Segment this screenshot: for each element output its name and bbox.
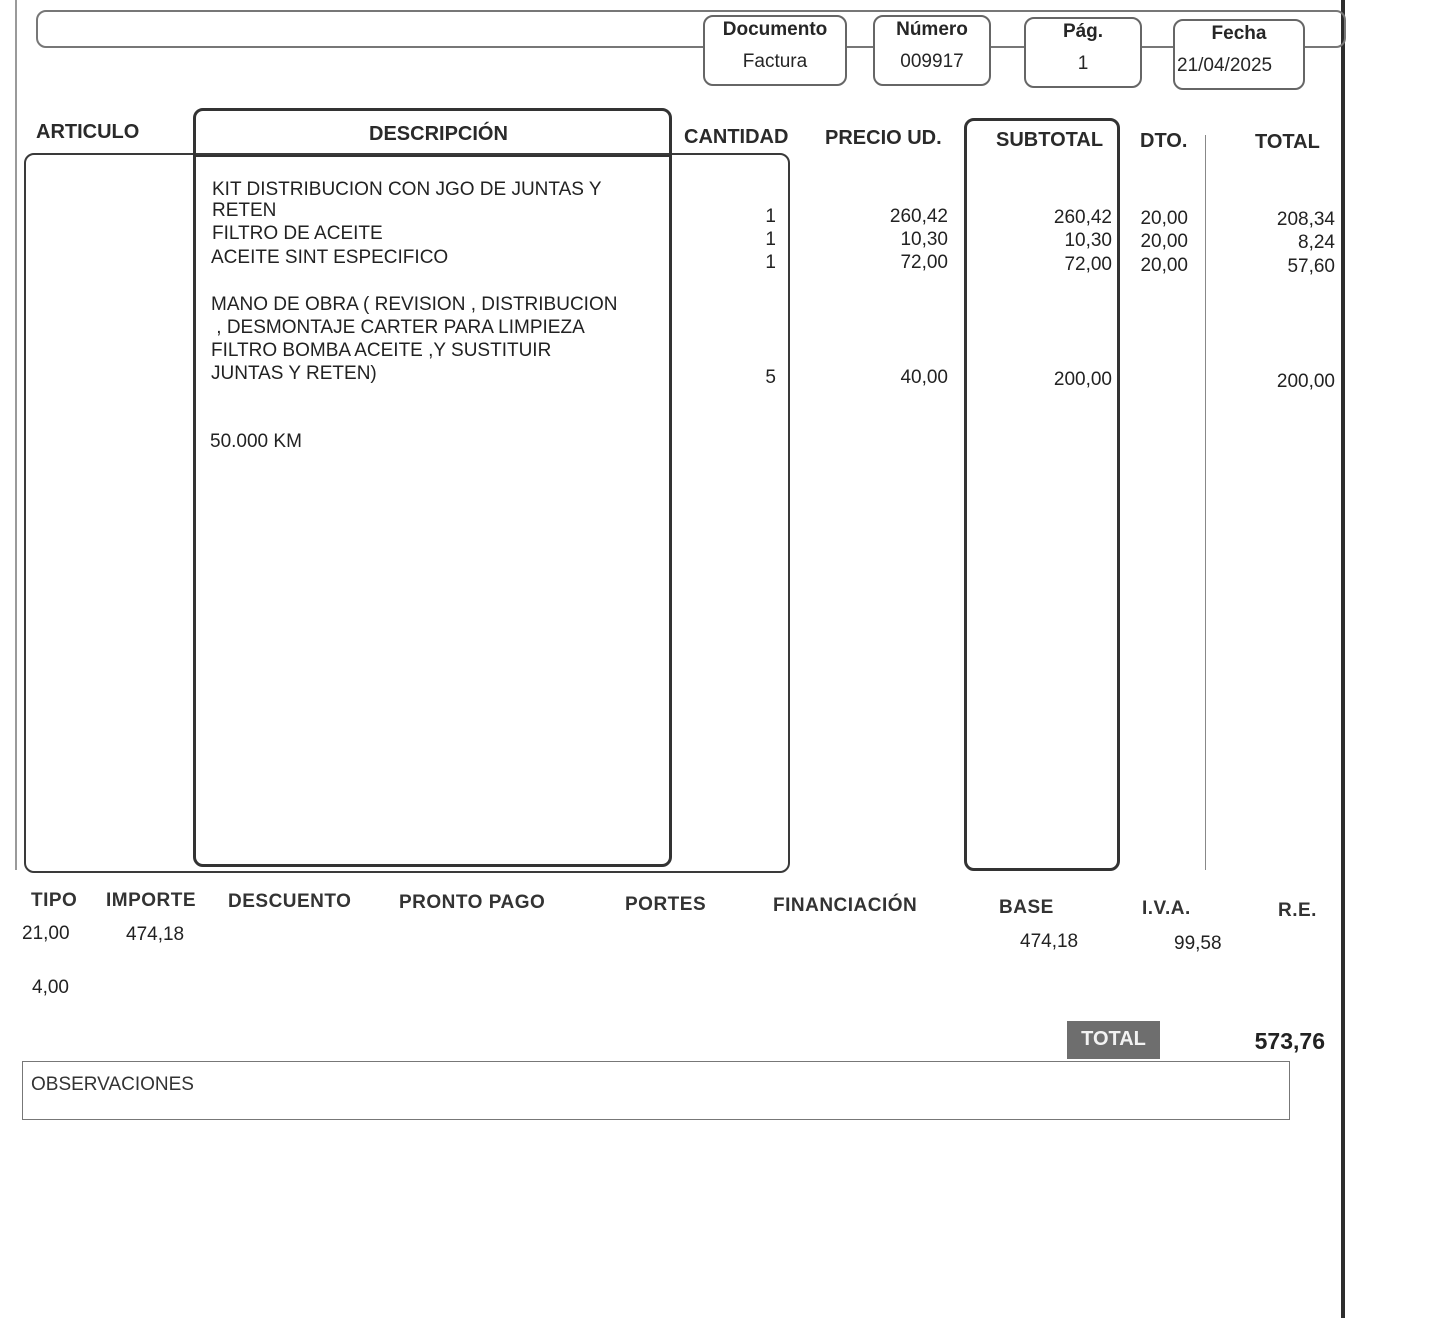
documento-box xyxy=(703,15,847,86)
col-cantidad: CANTIDAD xyxy=(684,126,789,148)
fecha-label: Fecha xyxy=(1211,23,1267,44)
foot-portes-label: PORTES xyxy=(625,894,707,915)
line-2-total: 8,24 xyxy=(1298,232,1335,253)
line-3-total: 57,60 xyxy=(1287,256,1335,277)
line-1-total: 208,34 xyxy=(1276,209,1335,230)
line-2-dto: 20,00 xyxy=(1140,231,1188,252)
foot-importe-label: IMPORTE xyxy=(106,890,197,911)
documento-value: Factura xyxy=(742,51,808,72)
pagina-box xyxy=(1024,17,1142,88)
foot-importe-1: 474,18 xyxy=(126,924,185,945)
line-1-subtotal: 260,42 xyxy=(1053,207,1112,228)
line-3-dto: 20,00 xyxy=(1140,255,1188,276)
line-4-desc-b: , DESMONTAJE CARTER PARA LIMPIEZA xyxy=(211,317,585,338)
line-3-precio: 72,00 xyxy=(900,252,948,273)
total-amount: 573,76 xyxy=(1254,1028,1325,1054)
line-3-cantidad: 1 xyxy=(765,252,776,273)
foot-financiacion-label: FINANCIACIÓN xyxy=(773,895,918,916)
line-5-desc: 50.000 KM xyxy=(210,431,302,452)
observaciones-box xyxy=(22,1061,1290,1120)
col-dto: DTO. xyxy=(1140,130,1188,152)
line-1-desc-a: KIT DISTRIBUCION CON JGO DE JUNTAS Y xyxy=(212,179,602,200)
col-subtotal: SUBTOTAL xyxy=(996,129,1104,151)
line-1-precio: 260,42 xyxy=(889,206,948,227)
col-articulo: ARTICULO xyxy=(36,121,140,143)
page-edge-left xyxy=(15,0,17,870)
foot-base-label: BASE xyxy=(999,897,1054,918)
fecha-value: 21/04/2025 xyxy=(1177,55,1273,76)
foot-pronto-pago-label: PRONTO PAGO xyxy=(399,892,546,913)
dto-total-divider xyxy=(1205,135,1206,870)
col-descripcion: DESCRIPCIÓN xyxy=(369,123,508,145)
line-4-desc-c: FILTRO BOMBA ACEITE ,Y SUSTITUIR xyxy=(211,340,552,361)
pagina-label: Pág. xyxy=(1062,21,1104,42)
numero-box xyxy=(873,15,991,86)
col-precio: PRECIO UD. xyxy=(825,127,942,149)
col-total: TOTAL xyxy=(1255,131,1320,153)
line-1-cantidad: 1 xyxy=(765,206,776,227)
line-4-desc-d: JUNTAS Y RETEN) xyxy=(211,363,377,384)
line-2-desc: FILTRO DE ACEITE xyxy=(212,223,383,244)
total-badge: TOTAL xyxy=(1067,1021,1160,1059)
page-edge-right xyxy=(1341,0,1345,1318)
line-4-cantidad: 5 xyxy=(765,367,776,388)
foot-iva-label: I.V.A. xyxy=(1142,898,1191,919)
line-2-precio: 10,30 xyxy=(900,229,948,250)
line-1-dto: 20,00 xyxy=(1140,208,1188,229)
line-3-desc: ACEITE SINT ESPECIFICO xyxy=(211,247,449,268)
line-4-precio: 40,00 xyxy=(900,367,948,388)
line-2-subtotal: 10,30 xyxy=(1064,230,1112,251)
line-4-total: 200,00 xyxy=(1276,371,1335,392)
line-4-desc-a: MANO DE OBRA ( REVISION , DISTRIBUCION xyxy=(211,294,618,315)
foot-re-label: R.E. xyxy=(1278,900,1317,921)
pagina-value: 1 xyxy=(1077,53,1089,74)
foot-tipo-1: 21,00 xyxy=(22,923,70,944)
line-4-subtotal: 200,00 xyxy=(1053,369,1112,390)
documento-label: Documento xyxy=(722,19,828,40)
descripcion-header-rule xyxy=(195,155,669,157)
foot-iva-value: 99,58 xyxy=(1174,933,1222,954)
foot-tipo-2: 4,00 xyxy=(32,977,69,998)
foot-descuento-label: DESCUENTO xyxy=(228,891,352,912)
line-1-desc-b: RETEN xyxy=(212,200,277,221)
header-band xyxy=(36,10,1346,48)
observaciones-label: OBSERVACIONES xyxy=(31,1074,194,1095)
line-3-subtotal: 72,00 xyxy=(1064,254,1112,275)
numero-value: 009917 xyxy=(900,51,964,72)
numero-label: Número xyxy=(896,19,968,40)
fecha-box xyxy=(1173,19,1305,90)
line-2-cantidad: 1 xyxy=(765,229,776,250)
foot-base-value: 474,18 xyxy=(1020,931,1079,952)
foot-tipo-label: TIPO xyxy=(31,890,78,911)
